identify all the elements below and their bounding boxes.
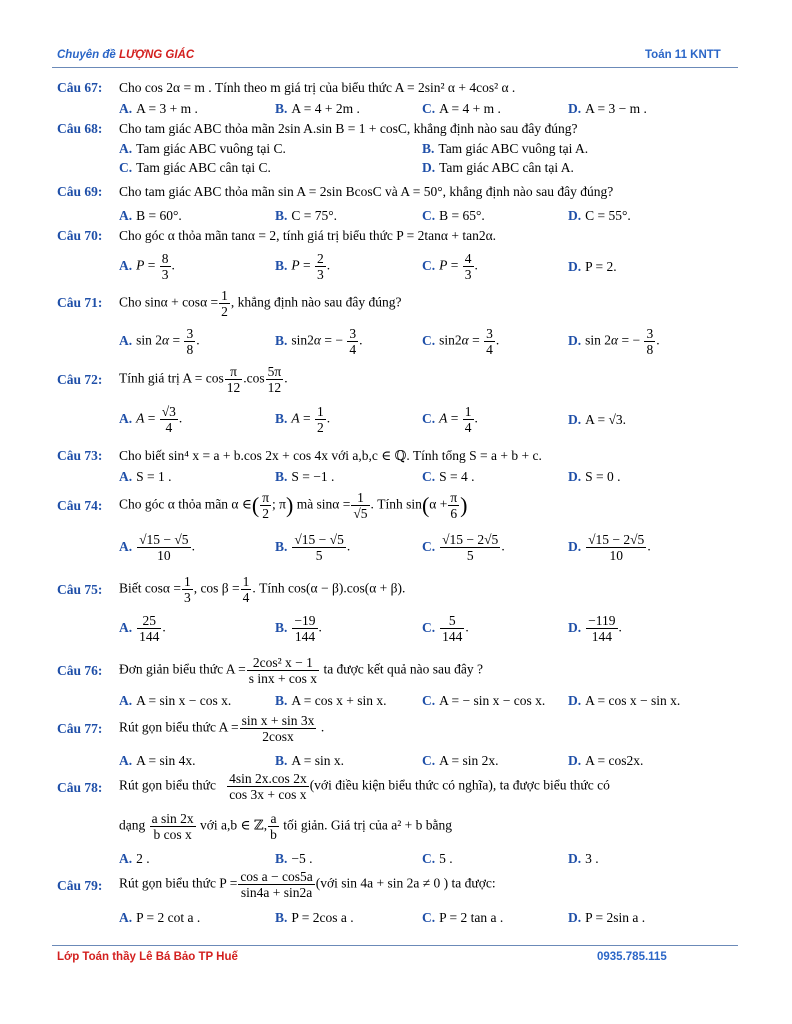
footer-rule <box>52 945 738 946</box>
question-77 <box>57 713 740 749</box>
question-stem: Cho cos 2α = m . Tính theo m giá trị của biểu thức A = 2sin² α + 4cos² α . <box>119 80 516 95</box>
option-a: A. Tam giác ABC vuông tại C. <box>119 141 286 156</box>
option-a: A. $\frac{√15 - √5}{10}$ . <box>119 532 195 563</box>
option-a: A. P = $\frac{8}{3}$ . <box>119 251 175 282</box>
question-label: Câu 69: <box>57 184 103 199</box>
option-a: A. A = 3 + m . <box>119 101 198 116</box>
question-stem: Biết cosα = $\frac{1}{3}$ , cos β = $\frac{1}{4}$ . Tính cos(α − β).cos(α + β). <box>119 574 406 605</box>
option-b: B. A = 4 + 2m . <box>275 101 360 116</box>
option-c: C. A = − sin x − cos x. <box>422 693 546 708</box>
option-d: D. A = 3 − m . <box>568 101 647 116</box>
option-a: A. 2 . <box>119 851 150 866</box>
question-label: Câu 72: <box>57 372 103 387</box>
question-stem: Cho góc α thỏa mãn α ∈( $\frac{\pi}{2}$ ; π) mà sinα = $\frac{1}{√5}$ . Tính sin(α + $\frac{\pi}{6}$ ) <box>119 490 468 521</box>
option-b: B. A = sin x. <box>275 753 345 768</box>
option-c: C. A = sin 2x. <box>422 753 499 768</box>
option-b: B. Tam giác ABC vuông tại A. <box>422 141 589 156</box>
question-stem: Cho tam giác ABC thỏa mãn 2sin A.sin B = 1 + cosC, khẳng định nào sau đây đúng? <box>119 121 578 136</box>
option-a: A. A = $\frac{√3}{4}$ . <box>119 404 183 435</box>
option-c: C. sin2α = $\frac{3}{4}$ . <box>422 326 500 357</box>
option-d: D. A = cos x − sin x. <box>568 693 681 708</box>
option-a: A. P = 2 cot a . <box>119 910 201 925</box>
option-d: D. P = 2. <box>568 259 617 274</box>
option-d: D. Tam giác ABC cân tại A. <box>422 160 574 175</box>
question-72 <box>57 364 740 400</box>
options-74 <box>57 532 740 568</box>
question-label: Câu 78: <box>57 780 103 795</box>
question-stem: Cho sinα + cosα = $\frac{1}{2}$ , khẳng định nào sau đây đúng? <box>119 288 402 319</box>
question-label: Câu 76: <box>57 663 103 678</box>
header-subject: Chuyên đề LƯỢNG GIÁC <box>57 49 195 61</box>
question-78 <box>57 771 740 807</box>
option-c: C. A = 4 + m . <box>422 101 501 116</box>
option-a: A. B = 60°. <box>119 208 182 223</box>
question-stem: Tính giá trị A = cos $\frac{\pi}{12}$ .cos $\frac{5\pi}{12}$ . <box>119 364 288 395</box>
question-stem: Rút gọn biểu thức $\frac{4\sin 2x.\cos 2x}{\text{cos 3x + cos x}}$ (với điều kiện biểu thức có nghĩa), ta được biểu thức có <box>119 771 610 802</box>
footer-teacher: Lớp Toán thầy Lê Bá Bảo TP Huế <box>57 951 238 963</box>
question-76 <box>57 655 740 691</box>
question-stem: Rút gọn biểu thức A = $\frac{\text{sin x + sin 3x}}{2\cos x}$ . <box>119 713 325 744</box>
option-d: D. $\frac{√15 - 2√5}{10}$ . <box>568 532 651 563</box>
option-a: A. sin 2α = $\frac{3}{8}$ . <box>119 326 200 357</box>
question-label: Câu 67: <box>57 80 103 95</box>
question-stem: Rút gọn biểu thức P = $\frac{\text{cos a − cos5a}}{\sin 4a + \sin 2a}$ (với sin 4a + sin 2a ≠ 0 ) ta được: <box>119 869 496 900</box>
option-c: C. 5 . <box>422 851 453 866</box>
option-c: C. A = $\frac{1}{4}$ . <box>422 404 478 435</box>
option-b: B. P = 2cos a . <box>275 910 354 925</box>
question-label: Câu 77: <box>57 721 103 736</box>
option-b: B. sin2α = − $\frac{3}{4}$ . <box>275 326 363 357</box>
option-d: D. C = 55°. <box>568 208 631 223</box>
question-stem: Cho góc α thỏa mãn tanα = 2, tính giá trị biểu thức P = 2tanα + tan2α. <box>119 228 497 243</box>
header-topic: LƯỢNG GIÁC <box>118 49 195 61</box>
question-75 <box>57 574 740 610</box>
option-c: C. S = 4 . <box>422 469 475 484</box>
question-label: Câu 74: <box>57 498 103 513</box>
option-d: D. $\frac{-119}{144}$ . <box>568 613 622 644</box>
option-d: D. P = 2sin a . <box>568 910 646 925</box>
option-d: D. A = √3. <box>568 412 627 427</box>
question-stem: Đơn giản biểu thức A = $\frac{\text{2cos² x − 1}}{\text{s inx + cos x}}$ ta được kết quả nào sau đây ? <box>119 655 483 686</box>
option-d: D. sin 2α = − $\frac{3}{8}$ . <box>568 326 660 357</box>
option-d: D. S = 0 . <box>568 469 621 484</box>
option-b: B. C = 75°. <box>275 208 338 223</box>
option-a: A. A = sin 4x. <box>119 753 196 768</box>
question-stem-cont: dạng $\frac{\text{a sin 2x}}{\text{b cos x}}$ với a,b ∈ ℤ, $\frac{a}{b}$ tối giản. Giá trị của a² + b bằng <box>119 811 452 842</box>
question-label: Câu 68: <box>57 121 103 136</box>
footer-phone: 0935.785.115 <box>597 951 667 963</box>
question-label: Câu 71: <box>57 295 103 310</box>
option-a: A. $\frac{25}{144}$ . <box>119 613 166 644</box>
options-75 <box>57 613 740 649</box>
option-c: C. Tam giác ABC cân tại C. <box>119 160 271 175</box>
header-rule <box>52 67 738 68</box>
option-b: B. −5 . <box>275 851 313 866</box>
option-d: D. A = cos2x. <box>568 753 644 768</box>
option-b: B. $\frac{-19}{144}$ . <box>275 613 322 644</box>
option-a: A. A = sin x − cos x. <box>119 693 232 708</box>
option-c: C. B = 65°. <box>422 208 485 223</box>
option-c: C. $\frac{5}{144}$ . <box>422 613 469 644</box>
header-course: Toán 11 KNTT <box>645 49 721 61</box>
option-c: C. P = $\frac{4}{3}$ . <box>422 251 478 282</box>
question-71 <box>57 288 740 324</box>
question-label: Câu 70: <box>57 228 103 243</box>
question-label: Câu 75: <box>57 582 103 597</box>
options-72 <box>57 404 740 440</box>
question-stem: Cho biết sin⁴ x = a + b.cos 2x + cos 4x với a,b,c ∈ ℚ. Tính tổng S = a + b + c. <box>119 448 542 463</box>
option-a: A. S = 1 . <box>119 469 172 484</box>
option-b: B. A = $\frac{1}{2}$ . <box>275 404 331 435</box>
option-b: B. $\frac{√15 - √5}{5}$ . <box>275 532 351 563</box>
question-74 <box>57 490 740 526</box>
question-79 <box>57 869 740 905</box>
option-b: B. P = $\frac{2}{3}$ . <box>275 251 331 282</box>
option-b: B. A = cos x + sin x. <box>275 693 387 708</box>
option-b: B. S = −1 . <box>275 469 335 484</box>
options-71 <box>57 326 740 360</box>
option-c: C. $\frac{√15 - 2√5}{5}$ . <box>422 532 505 563</box>
question-label: Câu 79: <box>57 878 103 893</box>
option-c: C. P = 2 tan a . <box>422 910 504 925</box>
options-70 <box>57 248 740 282</box>
option-d: D. 3 . <box>568 851 599 866</box>
question-stem: Cho tam giác ABC thỏa mãn sin A = 2sin BcosC và A = 50°, khẳng định nào sau đây đúng? <box>119 184 614 199</box>
question-78-cont <box>57 811 740 847</box>
question-label: Câu 73: <box>57 448 103 463</box>
